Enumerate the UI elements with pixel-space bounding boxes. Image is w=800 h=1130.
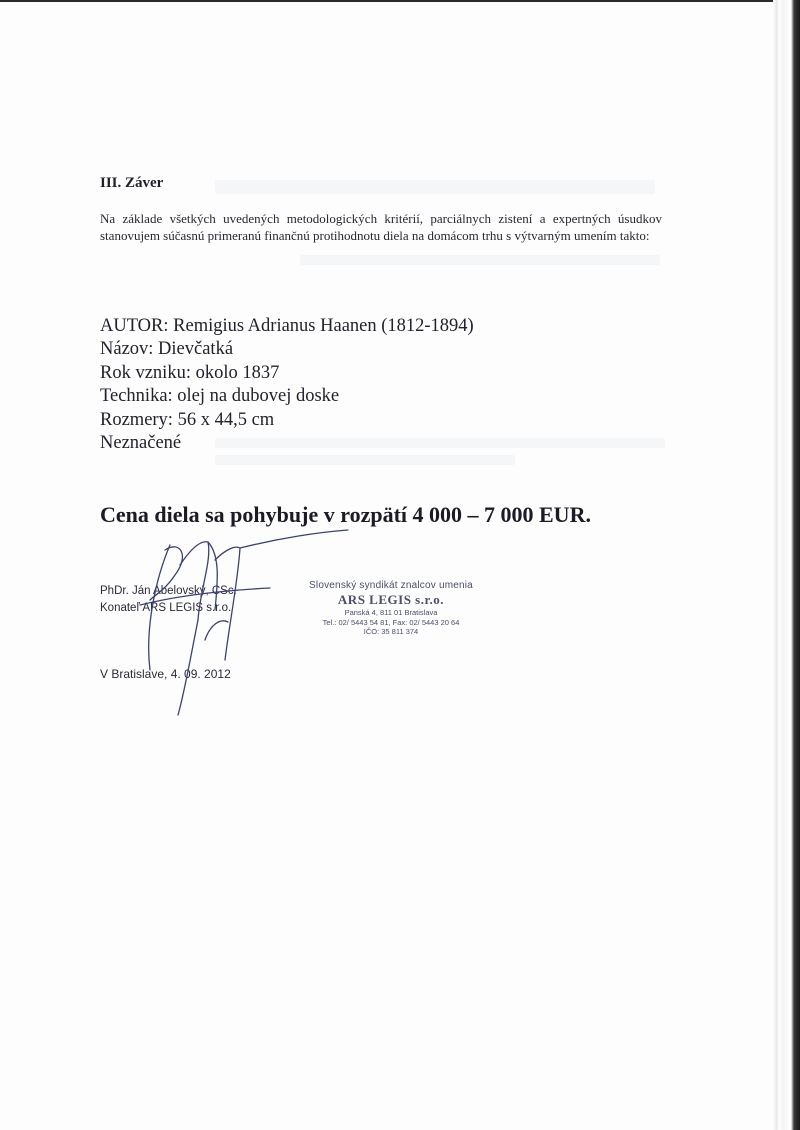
intro-paragraph: Na základe všetkých uvedených metodologických kritérií, parciálnych zistení a expertných úsudkov stanovujem súčasnú primeranú finančnú protihodnotu diela na domácom trhu s výtvarným umením takto: [100,211,662,243]
stamp-syndicate: Slovenský syndikát znalcov umenia [309,580,473,591]
artwork-signature-status: Neznačené [100,433,182,454]
artwork-author: AUTOR: Remigius Adrianus Haanen (1812-1894) [100,316,474,336]
signer-block [100,583,237,617]
artwork-title: Názov: Dievčatká [100,339,234,360]
stamp-address: Panská 4, 811 01 Bratislava [344,608,438,617]
show-through-text [215,455,515,465]
section-heading: III. Záver [100,175,164,191]
scan-right-edge [773,0,800,1130]
signer-role: Konateľ ARS LEGIS s.r.o. [100,602,232,614]
show-through-text [300,255,660,265]
artwork-technique: Technika: olej na dubovej doske [100,386,340,407]
signer-name: PhDr. Ján Abelovský, CSc. [100,585,237,597]
artwork-year: Rok vzniku: okolo 1837 [100,362,280,383]
stamp-company: ARS LEGIS s.r.o. [337,592,445,607]
artwork-details [100,315,474,455]
price-statement: Cena diela sa pohybuje v rozpätí 4 000 – 7 000 EUR. [100,502,591,527]
scan-top-edge [0,0,800,2]
stamp-ico: IČO: 35 811 374 [363,627,419,636]
place-date: V Bratislave, 4. 09. 2012 [100,667,231,681]
stamp-phone: Tel.: 02/ 5443 54 81, Fax: 02/ 5443 20 64 [322,617,460,627]
show-through-text [215,180,655,194]
artwork-dimensions: Rozmery: 56 x 44,5 cm [100,409,275,430]
company-stamp [296,580,486,637]
